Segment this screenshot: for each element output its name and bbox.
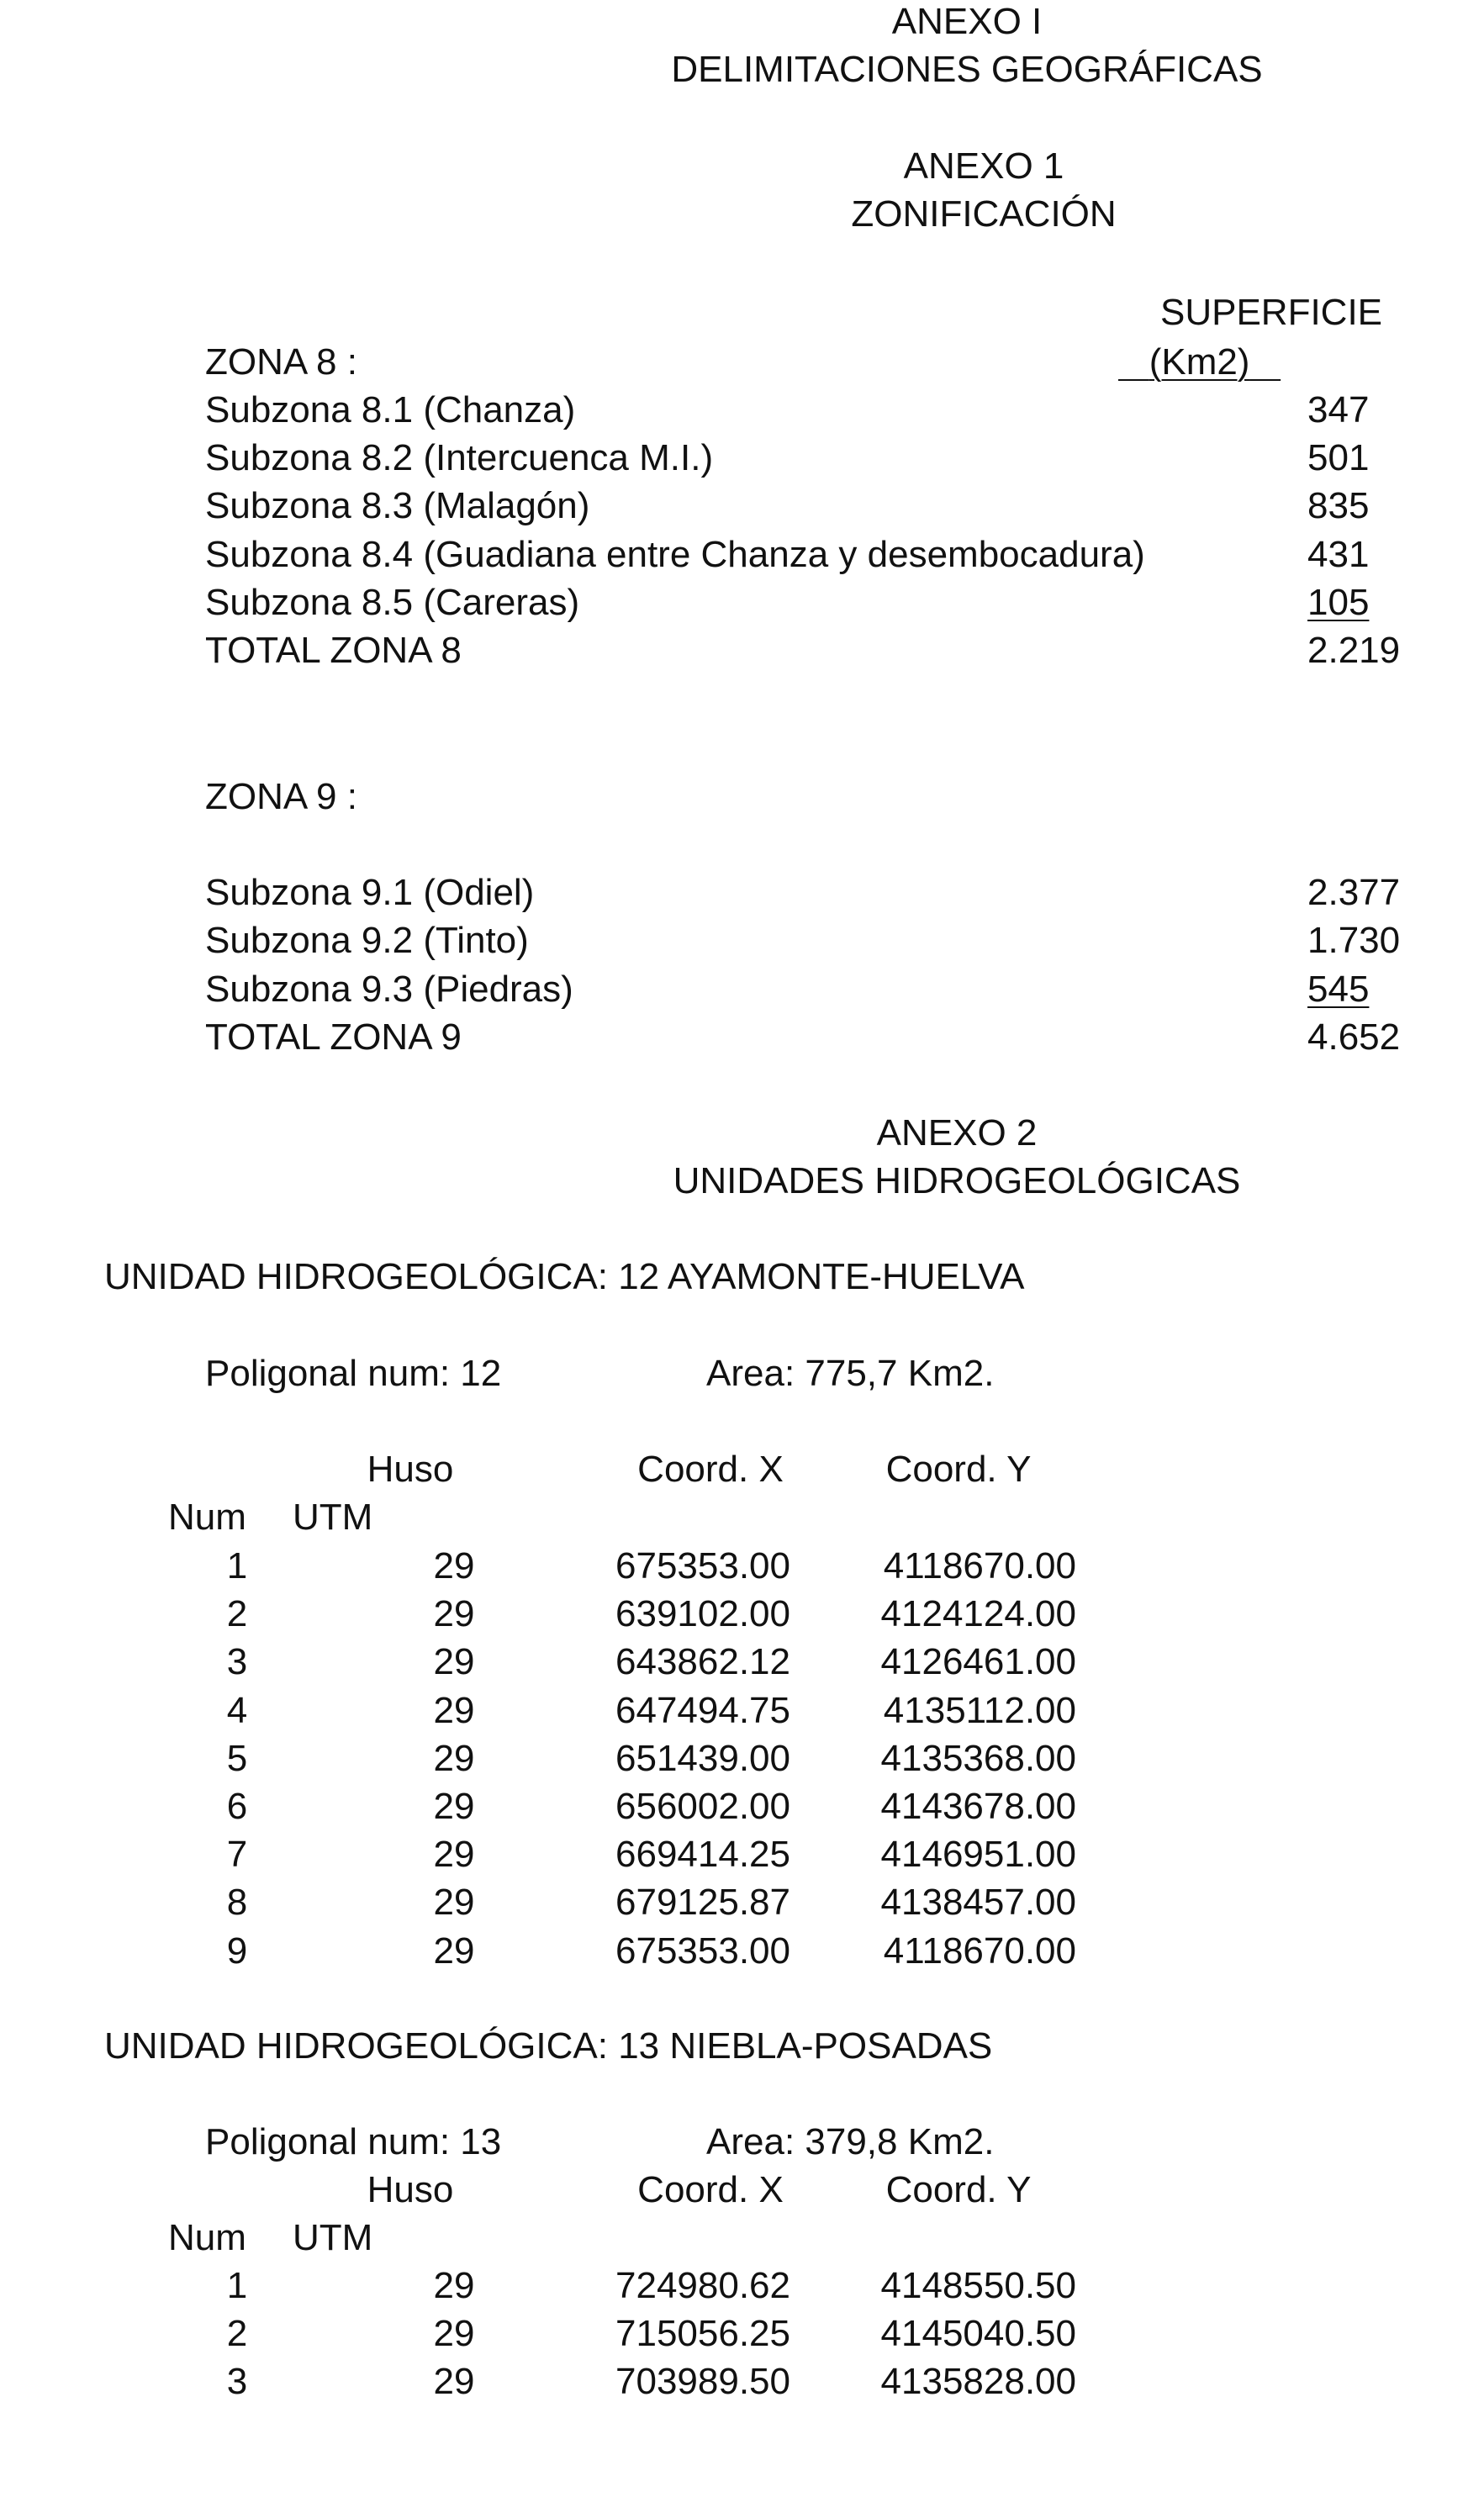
subzona-name: Subzona 9.3 (Piedras) xyxy=(205,969,573,1010)
point-num: 5 xyxy=(226,1737,248,1779)
point-coord-y: 4145040.50 xyxy=(880,2313,1076,2355)
subzona-surface: 105 xyxy=(1307,582,1370,623)
point-coord-x: 724980.62 xyxy=(615,2265,790,2306)
point-num: 1 xyxy=(226,1545,248,1586)
point-num: 8 xyxy=(226,1882,248,1924)
point-coord-y: 4124124.00 xyxy=(880,1593,1076,1635)
subzona-name: Subzona 8.1 (Chanza) xyxy=(205,389,576,430)
point-huso: 29 xyxy=(433,1882,475,1924)
unidad13-coordx-header: Coord. X xyxy=(637,2169,784,2210)
point-num: 2 xyxy=(226,2313,248,2355)
unidad12-huso-header: Huso xyxy=(367,1449,454,1490)
point-huso: 29 xyxy=(433,1641,475,1683)
point-coord-y: 4146951.00 xyxy=(880,1834,1076,1876)
point-coord-x: 669414.25 xyxy=(615,1834,790,1876)
point-num: 7 xyxy=(226,1834,248,1876)
unidad13-poligonal: Poligonal num: 13 xyxy=(205,2121,502,2162)
point-coord-x: 675353.00 xyxy=(615,1545,790,1586)
point-coord-x: 643862.12 xyxy=(615,1641,790,1683)
point-huso: 29 xyxy=(433,1737,475,1779)
subzona-name: Subzona 8.3 (Malagón) xyxy=(205,485,590,526)
point-coord-x: 679125.87 xyxy=(615,1882,790,1924)
subzona-name: Subzona 9.2 (Tinto) xyxy=(205,920,529,961)
unidad12-num-header: Num xyxy=(168,1497,246,1538)
point-coord-y: 4126461.00 xyxy=(880,1641,1076,1683)
unidad12-utm-header: UTM xyxy=(293,1497,373,1538)
point-huso: 29 xyxy=(433,1545,475,1586)
point-num: 3 xyxy=(226,2361,248,2403)
subzona-surface: 835 xyxy=(1307,485,1370,526)
unidad13-title: UNIDAD HIDROGEOLÓGICA: 13 NIEBLA-POSADAS xyxy=(104,2025,993,2067)
point-coord-y: 4138457.00 xyxy=(880,1882,1076,1924)
subzona-surface: 545 xyxy=(1307,969,1370,1010)
anexo-i-title: ANEXO I xyxy=(891,1,1043,42)
surface-header: SUPERFICIE xyxy=(1159,292,1383,333)
point-coord-x: 703989.50 xyxy=(615,2361,790,2403)
anexo-2-title: ANEXO 2 xyxy=(876,1112,1038,1154)
subzona-surface: 431 xyxy=(1307,534,1370,575)
point-coord-y: 4135828.00 xyxy=(880,2361,1076,2403)
point-coord-x: 715056.25 xyxy=(615,2313,790,2355)
subzona-name: Subzona 9.1 (Odiel) xyxy=(205,872,535,913)
point-huso: 29 xyxy=(433,1786,475,1827)
zona9-total-label: TOTAL ZONA 9 xyxy=(205,1016,462,1058)
point-num: 4 xyxy=(226,1689,248,1731)
point-num: 2 xyxy=(226,1593,248,1635)
subzona-name: Subzona 8.5 (Careras) xyxy=(205,582,580,623)
point-coord-y: 4143678.00 xyxy=(880,1786,1076,1827)
surface-unit-header: (Km2) xyxy=(1149,341,1250,383)
point-num: 9 xyxy=(226,1930,248,1972)
unidad13-num-header: Num xyxy=(168,2217,246,2258)
unidad12-coordy-header: Coord. Y xyxy=(885,1449,1032,1490)
point-coord-x: 656002.00 xyxy=(615,1786,790,1827)
unidad12-area: Area: 775,7 Km2. xyxy=(706,1353,995,1394)
point-huso: 29 xyxy=(433,1930,475,1972)
point-coord-x: 651439.00 xyxy=(615,1737,790,1779)
unidad12-title: UNIDAD HIDROGEOLÓGICA: 12 AYAMONTE-HUELVA xyxy=(104,1256,1025,1297)
point-huso: 29 xyxy=(433,2313,475,2355)
subzona-name: Subzona 8.4 (Guadiana entre Chanza y desembocadura) xyxy=(205,534,1145,575)
point-coord-x: 639102.00 xyxy=(615,1593,790,1635)
point-huso: 29 xyxy=(433,2265,475,2306)
unidad12-poligonal: Poligonal num: 12 xyxy=(205,1353,502,1394)
point-coord-x: 675353.00 xyxy=(615,1930,790,1972)
point-num: 6 xyxy=(226,1786,248,1827)
subzona-name: Subzona 8.2 (Intercuenca M.I.) xyxy=(205,437,714,478)
zona9-label: ZONA 9 : xyxy=(205,776,357,817)
point-num: 3 xyxy=(226,1641,248,1683)
zona8-total-value: 2.219 xyxy=(1307,630,1401,671)
anexo-i-subtitle: DELIMITACIONES GEOGRÁFICAS xyxy=(671,49,1263,90)
zona9-total-value: 4.652 xyxy=(1307,1016,1401,1058)
zona8-total-label: TOTAL ZONA 8 xyxy=(205,630,462,671)
unidad13-coordy-header: Coord. Y xyxy=(885,2169,1032,2210)
zona8-label: ZONA 8 : xyxy=(205,341,357,383)
subzona-surface: 1.730 xyxy=(1307,920,1401,961)
subzona-surface: 501 xyxy=(1307,437,1370,478)
point-coord-y: 4135112.00 xyxy=(883,1689,1076,1731)
point-coord-y: 4118670.00 xyxy=(883,1930,1076,1972)
unidad13-huso-header: Huso xyxy=(367,2169,454,2210)
point-coord-y: 4118670.00 xyxy=(883,1545,1076,1586)
point-huso: 29 xyxy=(433,1834,475,1876)
point-huso: 29 xyxy=(433,1689,475,1731)
unidad13-utm-header: UTM xyxy=(293,2217,373,2258)
subzona-surface: 2.377 xyxy=(1307,872,1401,913)
point-huso: 29 xyxy=(433,1593,475,1635)
point-num: 1 xyxy=(226,2265,248,2306)
anexo-1-title: ANEXO 1 xyxy=(903,145,1064,187)
anexo-2-subtitle: UNIDADES HIDROGEOLÓGICAS xyxy=(673,1160,1241,1201)
point-coord-y: 4135368.00 xyxy=(880,1737,1076,1779)
unidad12-coordx-header: Coord. X xyxy=(637,1449,784,1490)
unidad13-area: Area: 379,8 Km2. xyxy=(706,2121,995,2162)
point-coord-x: 647494.75 xyxy=(615,1689,790,1731)
anexo-1-subtitle: ZONIFICACIÓN xyxy=(851,193,1117,235)
point-huso: 29 xyxy=(433,2361,475,2403)
subzona-surface: 347 xyxy=(1307,389,1370,430)
point-coord-y: 4148550.50 xyxy=(880,2265,1076,2306)
